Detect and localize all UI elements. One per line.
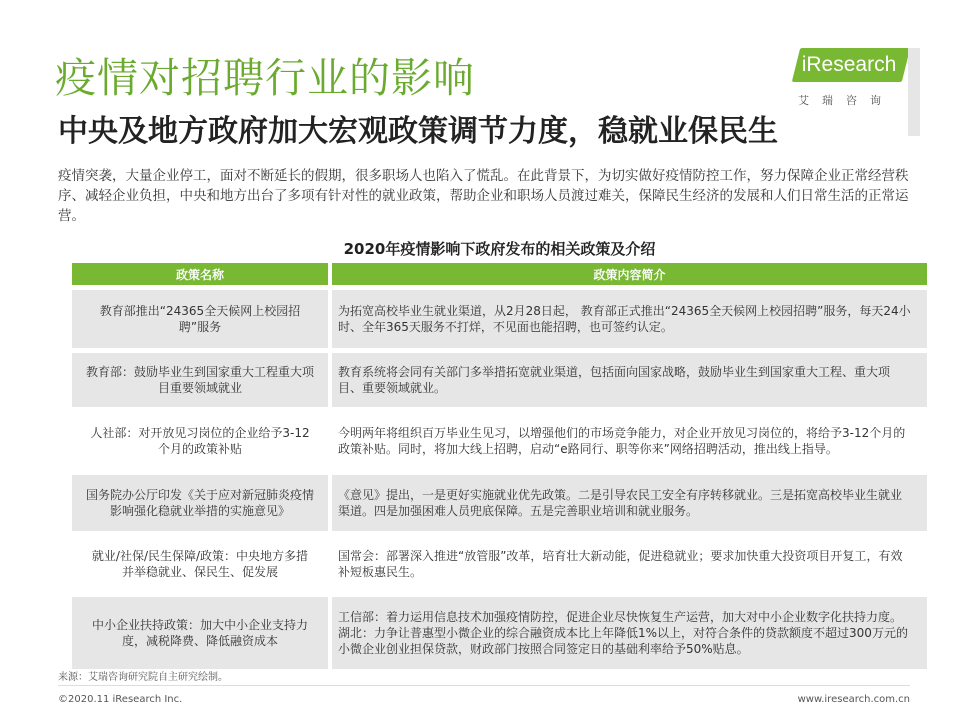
policy-name-cell: 就业/社保/民生保障/政策：中央地方多措并举稳就业、保民生、促发展: [72, 536, 328, 592]
page-subtitle: 中央及地方政府加大宏观政策调节力度，稳就业保民生: [58, 114, 778, 149]
footer-divider: [58, 685, 910, 686]
source-note: 来源：艾瑞咨询研究院自主研究绘制。: [58, 672, 228, 683]
table-row: [72, 290, 927, 348]
table-header-row: [72, 263, 927, 285]
logo-text: iResearch: [801, 53, 897, 76]
policy-name-cell: 人社部：对开放见习岗位的企业给予3-12个月的政策补贴: [72, 412, 328, 470]
intro-paragraph: 疫情突袭，大量企业停工，面对不断延长的假期，很多职场人也陷入了慌乱。在此背景下，为切实做好疫情防控工作，努力保障企业正常经营秩序、减轻企业负担，中央和地方出台了多项有针对性的就业政策，帮助企业和职场人员渡过难关，保障民生经济的发展和人们日常生活的正常运营。: [58, 168, 909, 224]
policy-content-cell: 《意见》提出，一是更好实施就业优先政策。二是引导农民工安全有序转移就业。三是拓宽高校毕业生就业渠道。四是加强困难人员兜底保障。五是完善职业培训和就业服务。: [332, 475, 927, 531]
table-row: [72, 475, 927, 531]
column-header-policy-content: 政策内容简介: [332, 263, 927, 285]
policy-content-line: 湖北：力争让普惠型小微企业的综合融资成本比上年降低1%以上，对符合条件的贷款额度不超过300万元的小微企业创业担保贷款，财政部门按照合同签定日的基础利率给予50%贴息。: [338, 626, 908, 656]
table-row: [72, 353, 927, 407]
policy-name-cell: 国务院办公厅印发《关于应对新冠肺炎疫情影响强化稳就业举措的实施意见》: [72, 475, 328, 531]
table-title: 2020年疫情影响下政府发布的相关政策及介绍: [343, 240, 656, 258]
logo-edge-decoration: [908, 48, 920, 136]
page-title: 疫情对招聘行业的影响: [55, 54, 475, 102]
column-header-policy-name: 政策名称: [72, 263, 328, 285]
table-row: [72, 597, 927, 669]
policy-content-cell: 教育系统将会同有关部门多举措拓宽就业渠道，包括面向国家战略，鼓励毕业生到国家重大工程、重大项目、重要领域就业。: [332, 353, 927, 407]
policy-content-line: 工信部：着力运用信息技术加强疫情防控，促进企业尽快恢复生产运营，加大对中小企业数字化扶持力度。: [338, 610, 903, 624]
policy-content-cell: 今明两年将组织百万毕业生见习，以增强他们的市场竞争能力，对企业开放见习岗位的，将给予3-12个月的政策补贴。同时，将加大线上招聘，启动“e路同行、职等你来”网络招聘活动，推出线上指导。: [332, 412, 927, 470]
iresearch-logo: [786, 48, 912, 136]
logo-subtitle: 艾瑞咨询: [798, 94, 894, 107]
table-row: [72, 412, 927, 470]
footer-url[interactable]: www.iresearch.com.cn: [797, 694, 910, 705]
policy-content-cell: 为拓宽高校毕业生就业渠道，从2月28日起， 教育部正式推出“24365全天候网上校园招聘”服务，每天24小时、全年365天服务不打烊，不见面也能招聘，也可签约认定。: [332, 290, 927, 348]
footer-copyright: ©2020.11 iResearch Inc.: [58, 694, 183, 705]
policy-content-cell: [332, 597, 927, 669]
policy-content-cell: 国常会：部署深入推进“放管服”改革，培育壮大新动能，促进稳就业；要求加快重大投资项目开复工，有效补短板惠民生。: [332, 536, 927, 592]
policy-name-cell: 教育部：鼓励毕业生到国家重大工程重大项目重要领域就业: [72, 353, 328, 407]
policy-name-cell: 中小企业扶持政策：加大中小企业支持力度，减税降费、降低融资成本: [72, 597, 328, 669]
table-row: [72, 536, 927, 592]
policy-name-cell: 教育部推出“24365全天候网上校园招聘”服务: [72, 290, 328, 348]
policy-table: [72, 263, 927, 674]
